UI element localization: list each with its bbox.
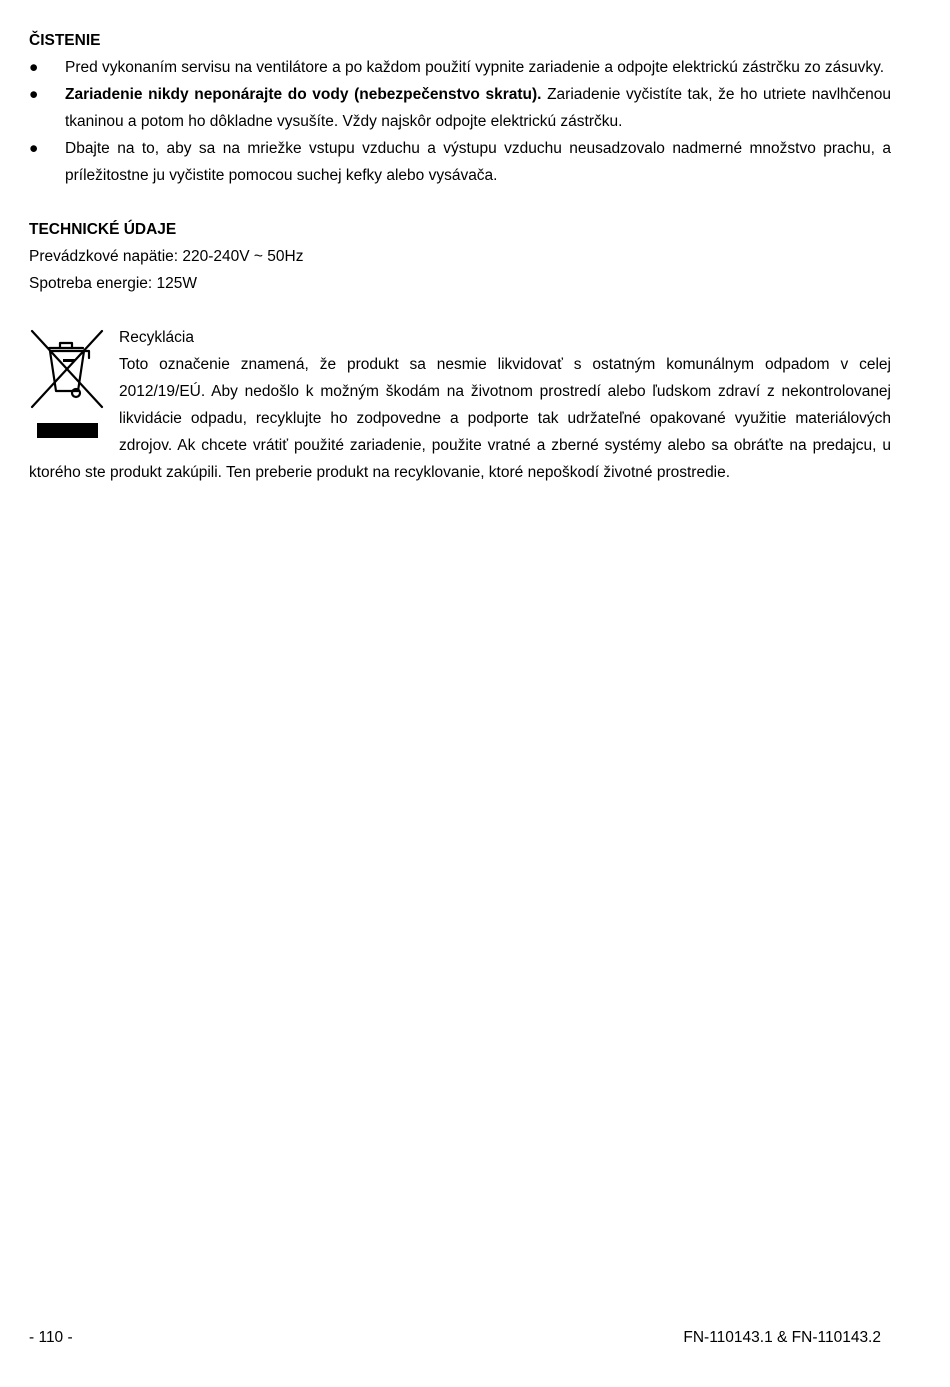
crossed-out-wheelie-bin-icon xyxy=(29,327,105,439)
cleaning-item-1 xyxy=(29,54,891,81)
power-spec: Spotreba energie: 125W xyxy=(29,275,198,292)
cleaning-section xyxy=(29,27,891,189)
bullet-icon: ● xyxy=(29,59,39,76)
cleaning-item-text: Dbajte na to, aby sa na mriežke vstupu vzduchu a výstupu vzduchu neusadzovalo nadmerné množstvo prachu, a príležitostne ju vyčistite pomocou suchej kefky alebo vysávača. xyxy=(65,140,891,184)
page-number: - 110 - xyxy=(29,1329,73,1346)
cleaning-item-bold-text: Zariadenie nikdy neponárajte do vody (nebezpečenstvo skratu). xyxy=(65,86,542,103)
recycling-section xyxy=(29,324,891,486)
bullet-icon: ● xyxy=(29,86,39,103)
recycling-text: Toto označenie znamená, že produkt sa nesmie likvidovať s ostatným komunálnym odpadom v celej 2012/19/EÚ. Aby nedošlo k možným škodám na životnom prostredí alebo ľudskom zdraví z nekontrolovanej likvidácie odpadu, recyklujte ho zodpovedne a podporte tak udržateľné opakované využitie materiálových zdrojov. Ak chcete vrátiť použité zariadenie, použite vratné a zberné systémy alebo sa obráťte na predajcu, u ktorého ste produkt zakúpili. Ten preberie produkt na recyklovanie, ktoré nepoškodí životné prostredie. xyxy=(29,356,891,481)
cleaning-list xyxy=(29,54,891,189)
document-page xyxy=(29,27,891,486)
cleaning-item-3 xyxy=(29,135,891,189)
voltage-spec: Prevádzkové napätie: 220-240V ~ 50Hz xyxy=(29,248,304,265)
cleaning-item-2 xyxy=(29,81,891,135)
recycling-title: Recyklácia xyxy=(119,329,194,346)
model-number: FN-110143.1 & FN-110143.2 xyxy=(683,1329,881,1346)
cleaning-heading: ČISTENIE xyxy=(29,32,101,49)
cleaning-item-text: Zariadenie vyčistíte tak, že ho utriete navlhčenou tkaninou a potom ho dôkladne vysušíte. Vždy najskôr odpojte elektrickú zástrčku. xyxy=(65,86,891,130)
technical-heading: TECHNICKÉ ÚDAJE xyxy=(29,221,177,238)
bullet-icon: ● xyxy=(29,140,39,157)
cleaning-item-text: Pred vykonaním servisu na ventilátore a po každom použití vypnite zariadenie a odpojte elektrickú zástrčku zo zásuvky. xyxy=(65,59,885,76)
technical-section xyxy=(29,216,891,297)
spacer xyxy=(29,189,891,216)
